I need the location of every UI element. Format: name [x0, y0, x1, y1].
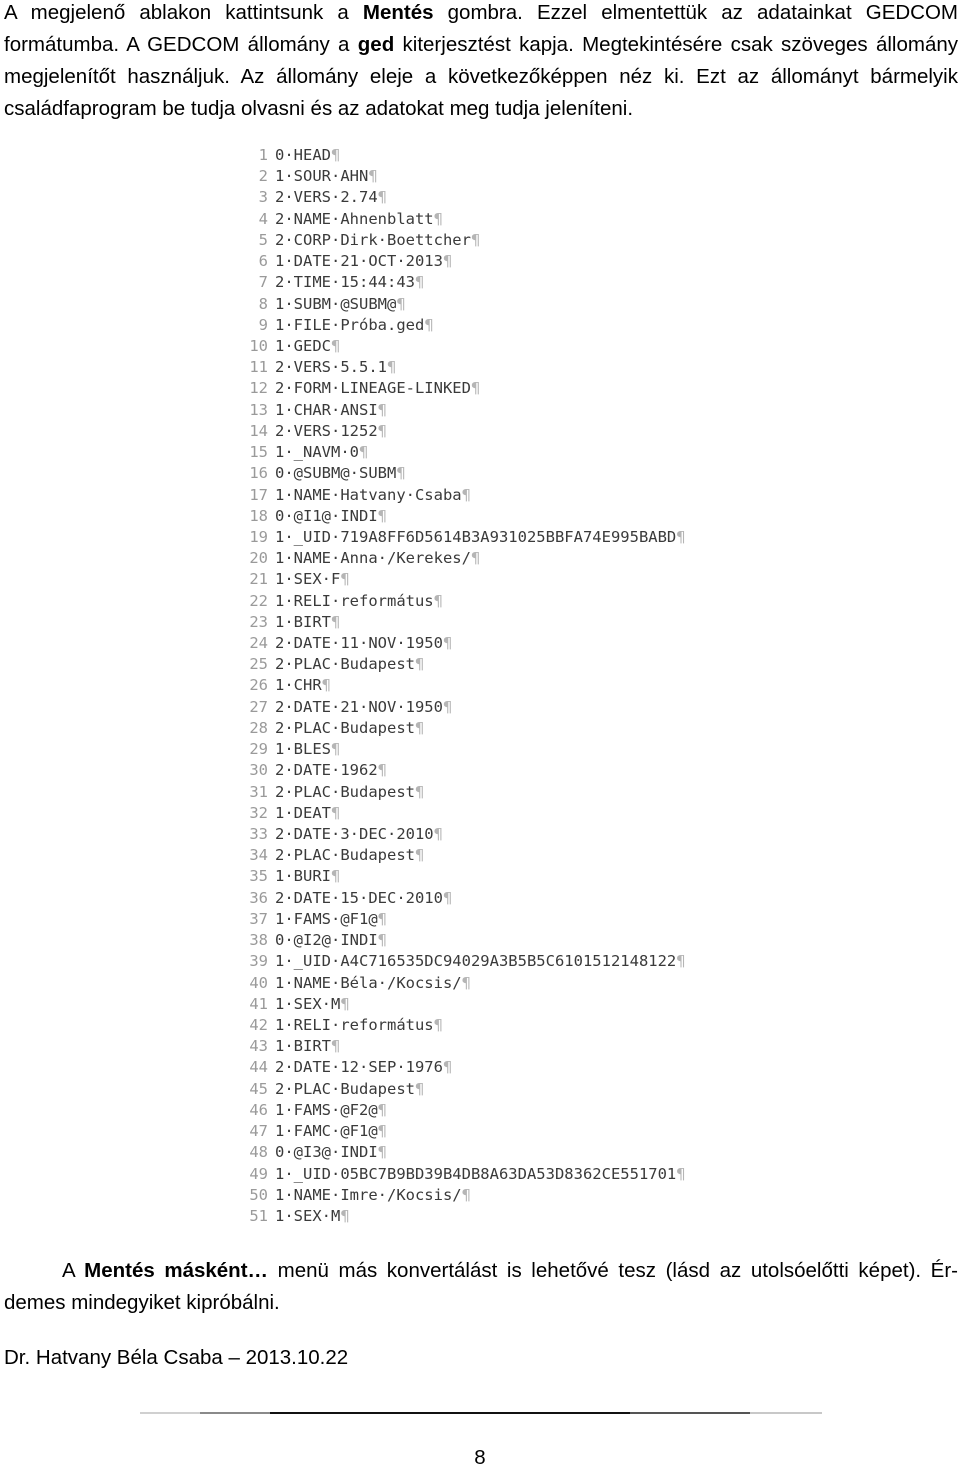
code-text: 1·BURI	[275, 867, 331, 886]
line-number: 7	[258, 273, 268, 292]
line-number: 30	[249, 761, 268, 780]
code-text: 2·DATE·12·SEP·1976	[275, 1058, 443, 1077]
line-number: 15	[249, 443, 268, 462]
pilcrow-mark: ¶	[470, 230, 481, 249]
pilcrow-mark: ¶	[442, 634, 453, 653]
line-number: 40	[249, 973, 268, 992]
line-number: 39	[249, 952, 268, 971]
pilcrow-mark: ¶	[331, 740, 341, 759]
pilcrow-mark: ¶	[331, 336, 341, 355]
closing-bold-mentes-maskent: Mentés másként…	[84, 1259, 269, 1282]
line-number: 27	[249, 697, 268, 716]
code-text: 2·VERS·1252	[275, 421, 378, 440]
pilcrow-mark: ¶	[414, 718, 425, 737]
code-text: 2·TIME·15:44:43	[275, 273, 415, 292]
code-text: 1·CHAR·ANSI	[275, 400, 378, 419]
code-line	[236, 421, 686, 442]
pilcrow-mark: ¶	[377, 400, 387, 419]
code-text: 1·NAME·Hatvany·Csaba	[275, 485, 462, 504]
line-number: 41	[249, 994, 268, 1013]
line-number: 33	[249, 825, 268, 843]
intro-bold-ged: ged	[357, 33, 395, 56]
code-line	[236, 1015, 686, 1036]
line-number: 45	[249, 1079, 268, 1098]
pilcrow-mark: ¶	[340, 570, 350, 589]
line-number: 50	[249, 1185, 268, 1204]
code-line	[236, 315, 686, 336]
code-line	[236, 1079, 686, 1100]
line-number: 8	[258, 294, 268, 313]
line-number: 17	[249, 485, 268, 504]
code-line	[236, 1142, 686, 1163]
line-number: 37	[249, 909, 268, 928]
closing-paragraph	[4, 1255, 958, 1319]
code-line	[236, 378, 686, 399]
code-line	[236, 209, 686, 230]
code-line	[236, 866, 686, 887]
code-text: 1·FAMC·@F1@	[275, 1122, 378, 1141]
pilcrow-mark: ¶	[396, 294, 406, 313]
code-text: 1·DEAT	[275, 803, 331, 822]
line-number: 20	[249, 549, 268, 568]
code-text: 1·SEX·M	[275, 994, 341, 1013]
line-number: 9	[258, 315, 268, 334]
code-line	[236, 654, 686, 675]
pilcrow-mark: ¶	[377, 1143, 387, 1162]
code-text: 1·FILE·Próba.ged	[275, 315, 425, 334]
pilcrow-mark: ¶	[386, 358, 397, 377]
code-text: 2·VERS·5.5.1	[275, 358, 387, 377]
code-text: 1·DATE·21·OCT·2013	[275, 252, 443, 271]
code-line	[236, 357, 686, 378]
code-text: 2·PLAC·Budapest	[275, 655, 415, 674]
line-number: 6	[258, 252, 268, 271]
pilcrow-mark: ¶	[321, 676, 332, 695]
line-number: 28	[249, 718, 268, 737]
code-line	[236, 994, 686, 1015]
code-text: 2·DATE·15·DEC·2010	[275, 888, 443, 907]
line-number: 44	[249, 1058, 268, 1077]
code-text: 1·NAME·Anna·/Kerekes/	[275, 549, 471, 568]
code-line	[236, 1036, 686, 1057]
code-text: 0·@I1@·INDI	[275, 506, 378, 525]
code-line	[236, 633, 686, 654]
code-text: 2·NAME·Ahnenblatt	[275, 209, 434, 228]
line-number: 38	[249, 931, 268, 950]
pilcrow-mark: ¶	[331, 612, 341, 631]
line-number: 32	[249, 803, 268, 822]
code-text: 1·GEDC	[275, 336, 331, 355]
code-text: 1·RELI·református	[275, 1015, 434, 1034]
code-line	[236, 739, 686, 760]
footer-rule	[140, 1412, 822, 1415]
line-number: 5	[258, 230, 268, 249]
code-text: 1·BIRT	[275, 612, 331, 631]
pilcrow-mark: ¶	[414, 846, 425, 865]
pilcrow-mark: ¶	[433, 825, 443, 843]
code-text: 0·@I2@·INDI	[275, 931, 378, 950]
pilcrow-mark: ¶	[331, 146, 341, 164]
code-line	[236, 718, 686, 739]
intro-bold-mentes: Mentés	[362, 1, 434, 24]
code-text: 2·PLAC·Budapest	[275, 782, 415, 801]
code-text: 2·VERS·2.74	[275, 188, 378, 207]
line-number: 34	[249, 846, 268, 865]
pilcrow-mark: ¶	[331, 1037, 341, 1056]
pilcrow-mark: ¶	[377, 421, 387, 440]
code-line	[236, 803, 686, 824]
line-number: 23	[249, 612, 268, 631]
code-text: 2·FORM·LINEAGE-LINKED	[275, 379, 471, 398]
code-line	[236, 1100, 686, 1121]
pilcrow-mark: ¶	[433, 209, 443, 228]
code-text: 2·DATE·3·DEC·2010	[275, 825, 434, 843]
code-line	[236, 251, 686, 272]
pilcrow-mark: ¶	[377, 1122, 387, 1141]
line-number: 24	[249, 634, 268, 653]
pilcrow-mark: ¶	[424, 315, 434, 334]
pilcrow-mark: ¶	[340, 1206, 350, 1225]
code-text: 1·FAMS·@F1@	[275, 909, 378, 928]
code-text: 0·@I3@·INDI	[275, 1143, 378, 1162]
code-text: 1·SEX·M	[275, 1206, 341, 1225]
pilcrow-mark: ¶	[676, 1164, 686, 1183]
code-text: 1·RELI·református	[275, 591, 434, 610]
pilcrow-mark: ¶	[470, 549, 481, 568]
code-line	[236, 400, 686, 421]
line-number: 46	[249, 1100, 268, 1119]
line-number: 14	[249, 421, 268, 440]
code-text: 1·SEX·F	[275, 570, 341, 589]
pilcrow-mark: ¶	[368, 167, 378, 186]
code-line	[236, 1057, 686, 1078]
code-line	[236, 888, 686, 909]
pilcrow-mark: ¶	[461, 485, 471, 504]
pilcrow-mark: ¶	[377, 761, 387, 780]
line-number: 26	[249, 676, 268, 695]
code-text: 2·DATE·11·NOV·1950	[275, 634, 443, 653]
code-line	[236, 166, 686, 187]
pilcrow-mark: ¶	[470, 379, 481, 398]
code-line	[236, 973, 686, 994]
code-text: 2·DATE·21·NOV·1950	[275, 697, 443, 716]
pilcrow-mark: ¶	[433, 591, 443, 610]
code-line	[236, 760, 686, 781]
line-number: 18	[249, 506, 268, 525]
line-number: 21	[249, 570, 268, 589]
code-text: 1·_NAVM·0	[275, 443, 359, 462]
code-line	[236, 463, 686, 484]
pilcrow-mark: ¶	[414, 273, 425, 292]
code-text: 1·NAME·Imre·/Kocsis/	[275, 1185, 462, 1204]
line-number: 36	[249, 888, 268, 907]
code-text: 1·BLES	[275, 740, 331, 759]
line-number: 35	[249, 867, 268, 886]
pilcrow-mark: ¶	[676, 527, 686, 546]
line-number: 51	[249, 1206, 268, 1225]
code-line	[236, 272, 686, 293]
closing-text-2: menü más konvertálást is lehetővé tesz (lásd az utolsóelőtti képet). Ér-demes mindegyiket kipróbálni.	[4, 1259, 958, 1314]
code-line	[236, 782, 686, 803]
pilcrow-mark: ¶	[442, 697, 453, 716]
line-number: 13	[249, 400, 268, 419]
line-number: 11	[249, 358, 268, 377]
gedcom-code-listing	[236, 145, 686, 1227]
closing-text-1: A	[62, 1259, 85, 1282]
line-number: 22	[249, 591, 268, 610]
pilcrow-mark: ¶	[414, 782, 425, 801]
line-number: 19	[249, 527, 268, 546]
pilcrow-mark: ¶	[461, 1185, 471, 1204]
page-number: 8	[474, 1446, 486, 1469]
code-text: 2·PLAC·Budapest	[275, 846, 415, 865]
line-number: 48	[249, 1143, 268, 1162]
line-number: 1	[258, 146, 268, 164]
pilcrow-mark: ¶	[331, 803, 341, 822]
code-line	[236, 569, 686, 590]
code-text: 2·DATE·1962	[275, 761, 378, 780]
intro-text-2: gombra. Ezzel elmentettük az adatainkat GEDCOM formátumba. A GEDCOM állomány a	[4, 1, 958, 56]
line-number: 2	[258, 167, 268, 186]
pilcrow-mark: ¶	[377, 188, 387, 207]
code-line	[236, 442, 686, 463]
line-number: 10	[249, 336, 268, 355]
code-line	[236, 930, 686, 951]
code-line	[236, 506, 686, 527]
intro-text-1: A megjelenő ablakon kattintsunk a	[4, 1, 363, 24]
line-number: 29	[249, 740, 268, 759]
pilcrow-mark: ¶	[396, 464, 406, 483]
line-number: 42	[249, 1015, 268, 1034]
pilcrow-mark: ¶	[331, 867, 341, 886]
pilcrow-mark: ¶	[377, 1100, 387, 1119]
pilcrow-mark: ¶	[340, 994, 350, 1013]
line-number: 47	[249, 1122, 268, 1141]
code-text: 1·BIRT	[275, 1037, 331, 1056]
code-line	[236, 824, 686, 845]
code-text: 2·PLAC·Budapest	[275, 1079, 415, 1098]
code-text: 1·_UID·A4C716535DC94029A3B5B5C6101512148122	[275, 952, 677, 971]
code-text: 2·PLAC·Budapest	[275, 718, 415, 737]
intro-paragraph	[4, 0, 958, 125]
pilcrow-mark: ¶	[414, 1079, 425, 1098]
code-line	[236, 336, 686, 357]
line-number: 31	[249, 782, 268, 801]
code-text: 1·CHR	[275, 676, 322, 695]
code-line	[236, 485, 686, 506]
code-line	[236, 230, 686, 251]
code-line	[236, 1206, 686, 1227]
code-line	[236, 294, 686, 315]
pilcrow-mark: ¶	[377, 506, 387, 525]
code-line	[236, 909, 686, 930]
pilcrow-mark: ¶	[442, 888, 453, 907]
pilcrow-mark: ¶	[676, 952, 686, 971]
code-line	[236, 951, 686, 972]
code-text: 1·_UID·05BC7B9BD39B4DB8A63DA53D8362CE551701	[275, 1164, 677, 1183]
code-line	[236, 527, 686, 548]
code-text: 1·NAME·Béla·/Kocsis/	[275, 973, 462, 992]
pilcrow-mark: ¶	[442, 252, 453, 271]
line-number: 43	[249, 1037, 268, 1056]
code-text: 1·SUBM·@SUBM@	[275, 294, 397, 313]
code-line	[236, 548, 686, 569]
code-text: 1·_UID·719A8FF6D5614B3A931025BBFA74E995BABD	[275, 527, 677, 546]
pilcrow-mark: ¶	[359, 443, 369, 462]
code-text: 1·FAMS·@F2@	[275, 1100, 378, 1119]
intro-text-3: kiterjesztést kapja. Megtekintésére csak szöveges állomány megjelenítőt használjuk. Az állomány eleje a következőképpen néz ki. Ezt az állományt bármelyik családfaprogram be tudja olvasni és az adatokat meg tudja jeleníteni.	[4, 33, 958, 120]
line-number: 3	[258, 188, 268, 207]
code-line	[236, 845, 686, 866]
code-text: 2·CORP·Dirk·Boettcher	[275, 230, 471, 249]
line-number: 12	[249, 379, 268, 398]
pilcrow-mark: ¶	[414, 655, 425, 674]
code-line	[236, 1121, 686, 1142]
code-line	[236, 697, 686, 718]
code-line	[236, 1185, 686, 1206]
code-text: 0·@SUBM@·SUBM	[275, 464, 397, 483]
code-text: 1·SOUR·AHN	[275, 167, 369, 186]
line-number: 16	[249, 464, 268, 483]
pilcrow-mark: ¶	[461, 973, 471, 992]
pilcrow-mark: ¶	[442, 1058, 453, 1077]
code-line	[236, 145, 686, 166]
pilcrow-mark: ¶	[433, 1015, 443, 1034]
line-number: 25	[249, 655, 268, 674]
pilcrow-mark: ¶	[377, 909, 387, 928]
code-line	[236, 675, 686, 696]
code-line	[236, 187, 686, 208]
code-line	[236, 612, 686, 633]
code-text: 0·HEAD	[275, 146, 331, 164]
code-line	[236, 1164, 686, 1185]
code-line	[236, 591, 686, 612]
line-number: 49	[249, 1164, 268, 1183]
signature: Dr. Hatvany Béla Csaba – 2013.10.22	[4, 1346, 349, 1369]
pilcrow-mark: ¶	[377, 931, 387, 950]
line-number: 4	[258, 209, 268, 228]
